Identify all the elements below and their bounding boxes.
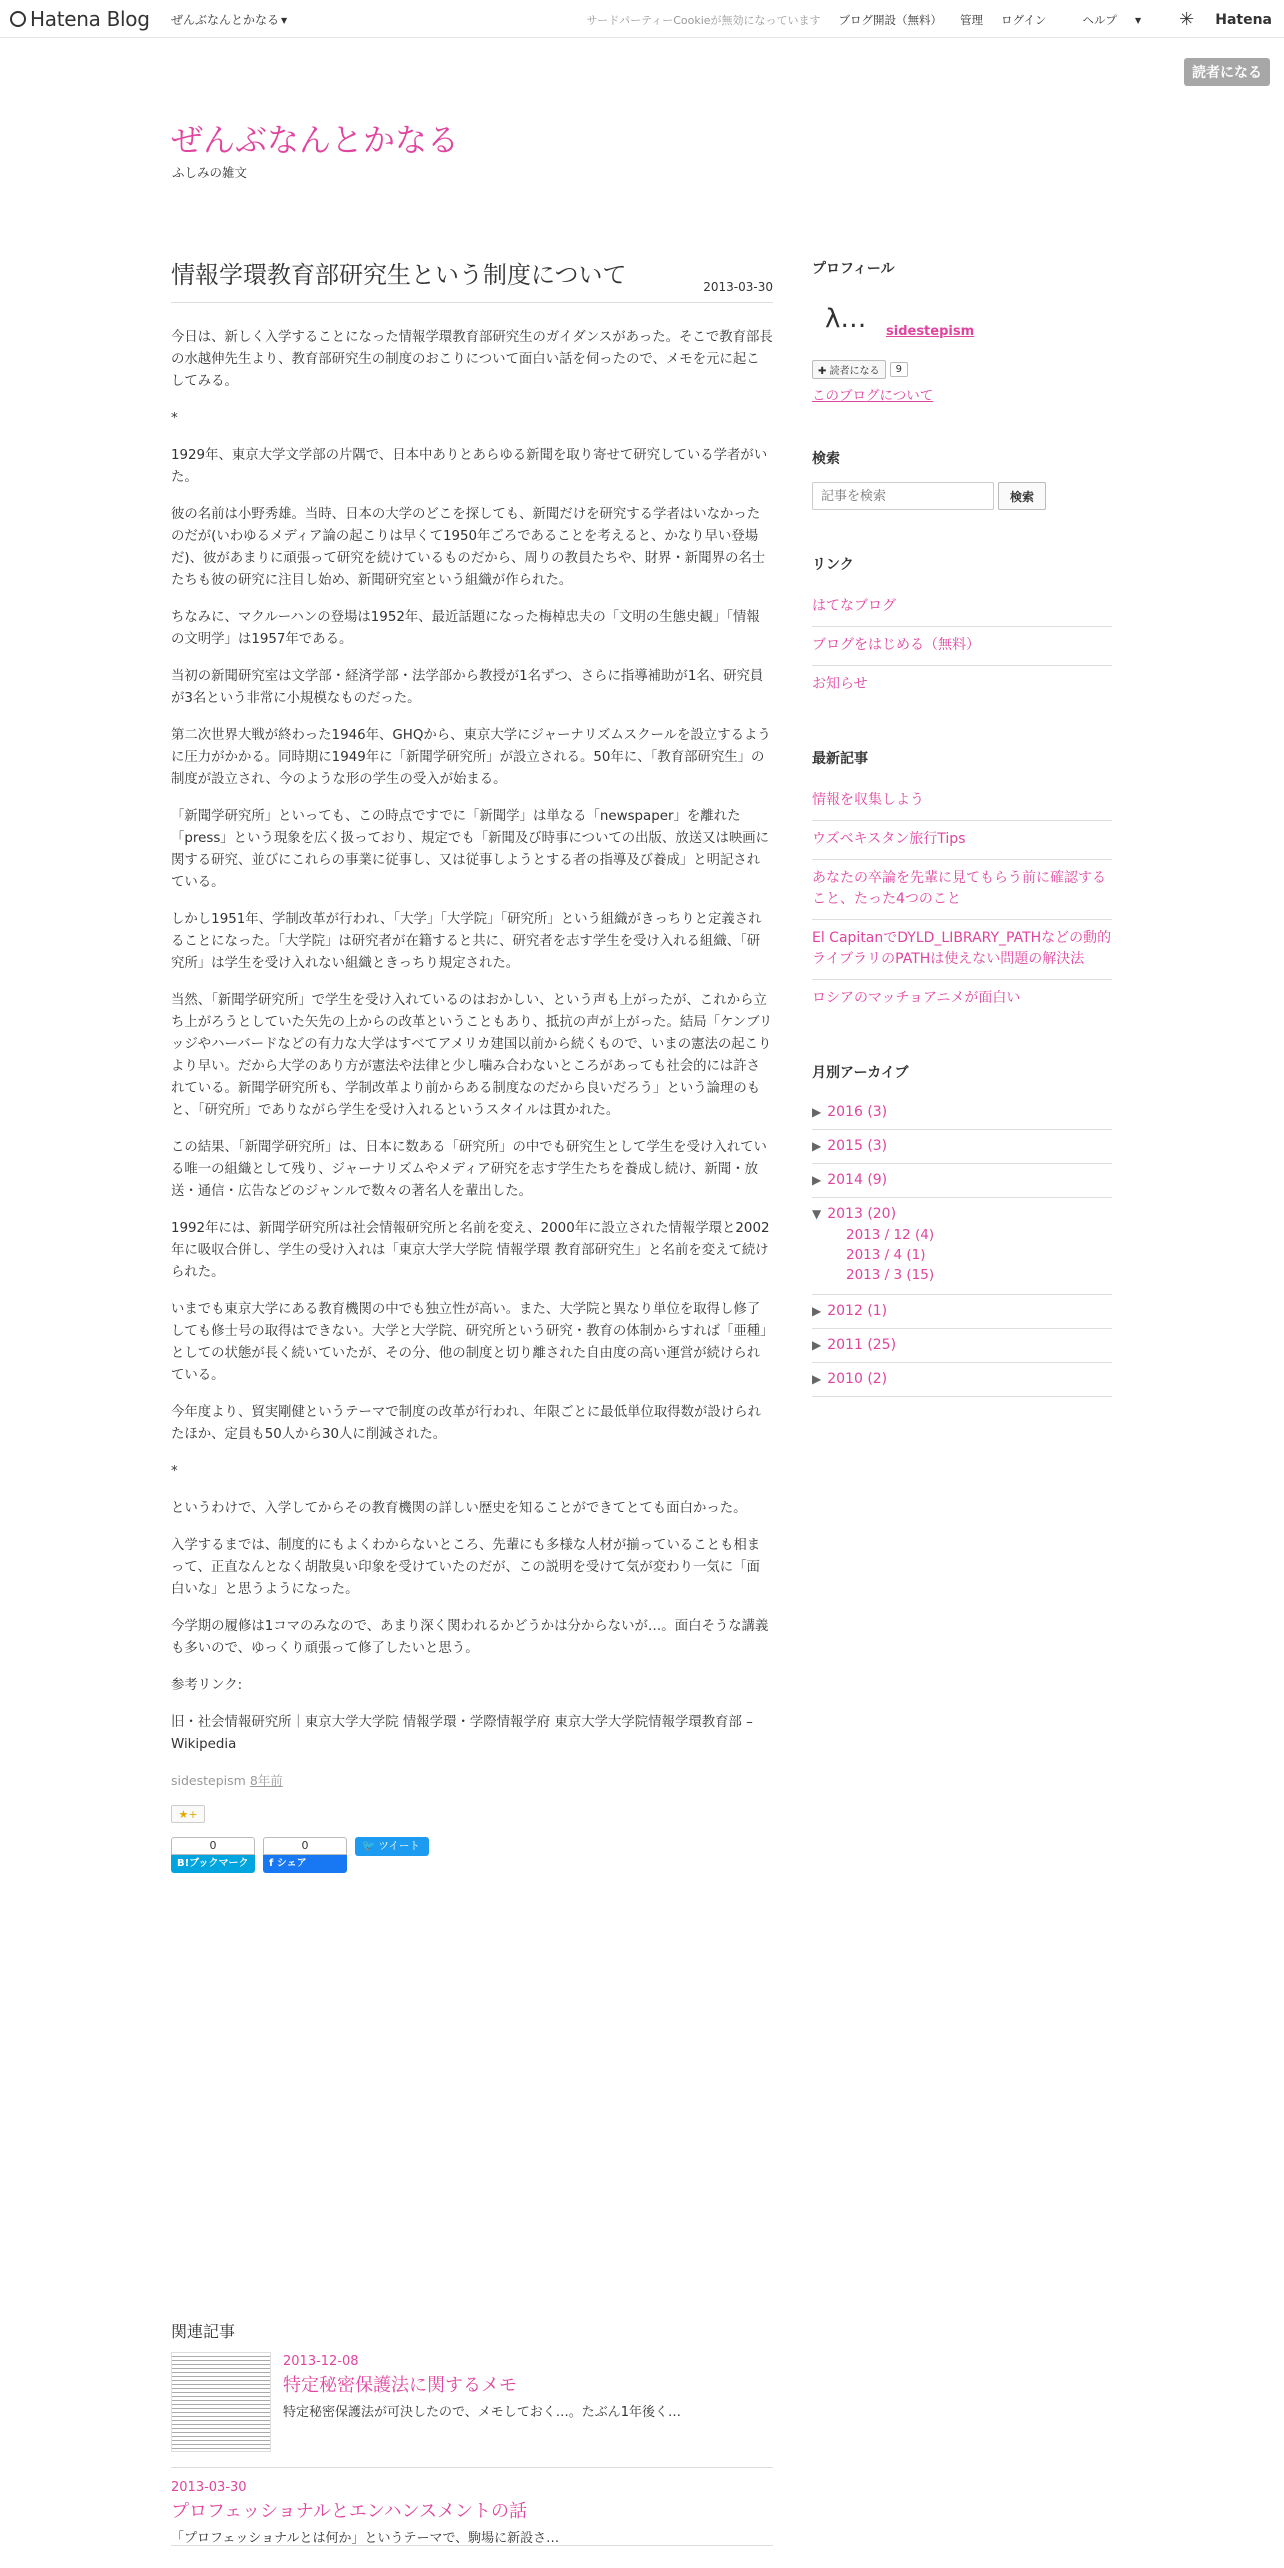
global-header — [0, 0, 1284, 38]
links-module — [812, 554, 1112, 704]
header-right — [586, 11, 1272, 29]
archive-year[interactable] — [812, 1363, 1112, 1397]
blog-description: ふしみの雑文 — [172, 165, 248, 180]
archive-year-label[interactable]: 2012 (1) — [827, 1303, 888, 1319]
link-item[interactable]: お知らせ — [812, 676, 868, 692]
hatena-menu[interactable] — [1161, 11, 1272, 29]
recent-item[interactable]: ロシアのマッチョアニメが面白い — [812, 990, 1021, 1006]
sidebar — [812, 258, 1112, 1441]
related-date[interactable]: 2013-03-30 — [171, 2480, 247, 2495]
facebook-button[interactable]: f シェア — [263, 1855, 347, 1873]
subscriber-count[interactable]: 9 — [890, 362, 908, 377]
bookmark-count: 0 — [171, 1837, 255, 1855]
paragraph: 「新聞学研究所」といっても、この時点ですでに「新聞学」は単なる「newspaper」を離れた「press」という現象を広く扱っており、規定でも「新聞及び時事についての出版、放送又は映画に関する研究、並びにこれらの事業に従事し、又は従事しようとする者の指導及び養成」と明記されている。 — [171, 809, 770, 890]
related-thumbnail[interactable] — [171, 2352, 271, 2452]
hatena-label: Hatena — [1215, 12, 1272, 28]
entry-date[interactable]: 2013-03-30 — [703, 280, 773, 294]
archive-year-label[interactable]: 2016 (3) — [827, 1104, 888, 1120]
facebook-share[interactable] — [263, 1837, 347, 1873]
paragraph: いまでも東京大学にある教育機関の中でも独立性が高い。また、大学院と異なり単位を取得し修了しても修士号の取得はできない。大学と大学院、研究所という研究・教育の体制からすれば「亜種」としての状態が長く続いていたが、その分、他の制度と切り離された自由度の高い運営が続けられている。 — [171, 1302, 767, 1383]
profile-heading: プロフィール — [812, 261, 895, 277]
tweet-button[interactable] — [355, 1837, 429, 1856]
collapse-arrow-icon[interactable]: ▼ — [812, 1207, 822, 1221]
paragraph: 1992年には、新聞学研究所は社会情報研究所と名前を変え、2000年に設立された情報学環と2002年に吸収合併し、学生の受け入れは「東京大学大学院 情報学環 教育部研究生」と名前を変えて続けられた。 — [171, 1221, 770, 1280]
search-module — [812, 448, 1112, 510]
links-heading: リンク — [812, 557, 854, 573]
paragraph: というわけで、入学してからその教育機関の詳しい歴史を知ることができてとても面白かった。 — [171, 1501, 747, 1516]
add-star-button[interactable]: ★+ — [171, 1805, 205, 1823]
reference-link[interactable]: 旧・社会情報研究所｜東京大学大学院 情報学環・学際情報学府 東京大学大学院情報学環教育部 – Wikipedia — [171, 1715, 753, 1752]
separator: * — [171, 1464, 178, 1479]
paragraph: 1929年、東京大学文学部の片隅で、日本中ありとあらゆる新聞を取り寄せて研究している学者がいた。 — [171, 448, 768, 485]
paragraph: 今学期の履修は1コマのみなので、あまり深く関われるかどうかは分からないが…。面白そうな講義も多いので、ゆっくり頑張って修了したいと思う。 — [171, 1619, 769, 1656]
help-menu[interactable] — [1064, 12, 1141, 28]
caret-down-icon: ▼ — [1134, 16, 1142, 25]
paragraph: この結果、「新聞学研究所」は、日本に数ある「研究所」の中でも研究生として学生を受け入れている唯一の組織として残り、ジャーナリズムやメディア研究を志す学生たちを養成し続け、新聞・放送・通信・広告などのジャンルで数々の著名人を輩出した。 — [171, 1140, 767, 1199]
expand-arrow-icon[interactable]: ▶ — [812, 1139, 822, 1153]
paragraph: 当然、「新聞学研究所」で学生を受け入れているのはおかしい、という声も上がったが、これから立ち上がろうとしていた矢先の上からの改革ということもあり、抵抗の声が上がった。結局「ケンブリッジやハーバードなどの有力な大学はすべてアメリカ建国以前から続くもので、いまの憲法の起こりより早い。だから大学のあり方が憲法や法律と少し噛み合わないところがあっても社会的には許されている。新聞学研究所も、学制改革より前からある制度なのだから良いだろう」という論理のもと、「研究所」でありながら学生を受け入れるというスタイルは貫かれた。 — [171, 993, 773, 1118]
archive-month[interactable]: 2013 / 12 (4) — [846, 1227, 935, 1243]
help-label: ヘルプ — [1082, 13, 1117, 27]
link-list — [812, 588, 1112, 704]
recent-entries-module — [812, 748, 1112, 1018]
expand-arrow-icon[interactable]: ▶ — [812, 1338, 822, 1352]
open-blog-link[interactable]: ブログ開設（無料） — [838, 13, 943, 27]
archive-month[interactable]: 2013 / 4 (1) — [846, 1247, 926, 1263]
archive-year-expanded[interactable] — [812, 1198, 1112, 1295]
link-item[interactable]: はてなブログ — [812, 588, 1112, 627]
archive-year-label[interactable]: 2014 (9) — [827, 1172, 888, 1188]
link-item[interactable]: ブログをはじめる（無料） — [812, 627, 1112, 666]
subscribe-button[interactable]: 読者になる — [1184, 58, 1270, 86]
bookmark-button[interactable]: B!ブックマーク — [171, 1855, 255, 1873]
recent-item[interactable]: 情報を収集しよう — [812, 782, 1112, 821]
admin-link[interactable]: 管理 — [960, 13, 984, 27]
paragraph: ちなみに、マクルーハンの登場は1952年、最近話題になった梅棹忠夫の「文明の生態史観」「情報の文明学」は1957年である。 — [171, 610, 760, 647]
search-form — [812, 482, 1112, 510]
related-text — [283, 2354, 681, 2420]
author-link[interactable]: sidestepism — [171, 1773, 246, 1788]
hatena-bookmark-share[interactable] — [171, 1837, 255, 1873]
related-snippet: 特定秘密保護法が可決したので、メモしておく…。たぶん1年後く… — [283, 2405, 682, 2420]
recent-item[interactable]: El CapitanでDYLD_LIBRARY_PATHなどの動的ライブラリのPATHは使えない問題の解決法 — [812, 920, 1112, 980]
entry — [171, 258, 773, 1873]
paragraph: 今年度より、貿実剛健というテーマで制度の改革が行われ、年限ごとに最低単位取得数が設けられたほか、定員も50人から30人に削減された。 — [171, 1405, 761, 1442]
archive-month[interactable]: 2013 / 3 (15) — [846, 1267, 935, 1283]
profile-subscribe-button[interactable]: ✚ 読者になる — [812, 360, 886, 379]
related-date[interactable]: 2013-12-08 — [283, 2354, 359, 2369]
hatena-ring-icon — [10, 11, 26, 27]
related-title[interactable]: 特定秘密保護法に関するメモ — [283, 2375, 517, 2396]
entry-title[interactable]: 情報学環教育部研究生という制度について — [171, 261, 627, 289]
search-heading: 検索 — [812, 451, 840, 467]
related-snippet: 「プロフェッショナルとは何か」というテーマで、駒場に新設さ… — [171, 2531, 560, 2546]
blog-title[interactable]: ぜんぶなんとかなる — [171, 121, 460, 159]
related-title[interactable]: プロフェッショナルとエンハンスメントの話 — [171, 2501, 528, 2522]
archive-year-label[interactable]: 2013 (20) — [827, 1206, 897, 1222]
profile-subscribe-label: 読者になる — [829, 366, 880, 377]
archive-year[interactable] — [812, 1164, 1112, 1198]
separator: * — [171, 411, 178, 426]
archive-year-label[interactable]: 2011 (25) — [827, 1337, 897, 1353]
profile-module — [812, 258, 1112, 404]
recent-heading: 最新記事 — [812, 751, 868, 767]
avatar[interactable]: λ… — [825, 304, 867, 334]
paragraph: 当初の新聞研究室は文学部・経済学部・法学部から教授が1名ずつ、さらに指導補助が1名、研究員が3名という非常に小規模なものだった。 — [171, 669, 764, 706]
archive-year[interactable] — [812, 1295, 1112, 1329]
archive-year[interactable] — [812, 1096, 1112, 1130]
related-item[interactable] — [171, 2468, 773, 2546]
caret-down-icon: ▼ — [281, 16, 288, 25]
profile-box — [812, 292, 1112, 350]
expand-arrow-icon[interactable]: ▶ — [812, 1105, 822, 1119]
paragraph: しかし1951年、学制改革が行われ、「大学」「大学院」「研究所」という組織がきっちりと定義されることになった。「大学院」は研究者が在籍すると共に、研究者を志す学生を受け入れる組織、「研究所」は学生を受け入れない組織ときっちり規定された。 — [171, 912, 762, 971]
recent-list — [812, 782, 1112, 1018]
recent-item[interactable]: あなたの卒論を先輩に見てもらう前に確認すること、たった4つのこと — [812, 860, 1112, 920]
related-entries — [171, 2319, 773, 2546]
share-buttons — [171, 1837, 773, 1873]
paragraph: 入学するまでは、制度的にもよくわからないところ、先輩にも多様な人材が揃っていることも相まって、正直なんとなく胡散臭い印象を受けていたのだが、この説明を受けて気が変わり一気に「面白いな」と思うようになった。 — [171, 1538, 761, 1597]
expand-arrow-icon[interactable]: ▶ — [812, 1372, 822, 1386]
archive-year[interactable] — [812, 1329, 1112, 1363]
paragraph: 今日は、新しく入学することになった情報学環教育部研究生のガイダンスがあった。そこで教育部長の水越伸先生より、教育部研究生の制度のおこりについて面白い話を伺ったので、メモを元に起こしてみる。 — [171, 330, 773, 389]
recent-item[interactable]: ウズベキスタン旅行Tips — [812, 821, 1112, 860]
blog-menu[interactable] — [171, 11, 287, 28]
archive-year-label[interactable]: 2015 (3) — [827, 1138, 888, 1154]
profile-name[interactable]: sidestepism — [886, 324, 975, 339]
paragraph: 第二次世界大戦が終わった1946年、GHQから、東京大学にジャーナリズムスクールを設立するように圧力がかかる。同時期に1949年に「新聞学研究所」が設立される。50年に、「教育部研究生」の制度が設立され、今のような形の学生の受入が始まる。 — [171, 728, 771, 787]
archive-heading: 月別アーカイブ — [812, 1065, 909, 1081]
login-link[interactable]: ログイン — [1001, 13, 1047, 27]
archive-module — [812, 1062, 1112, 1397]
profile-subscribe — [812, 360, 1112, 379]
search-button[interactable]: 検索 — [998, 482, 1046, 510]
paragraph: 参考リンク: — [171, 1678, 243, 1693]
twitter-bird-icon: 🐦 — [362, 1840, 376, 1852]
hatena-asterisk-icon: ✳ — [1179, 9, 1195, 30]
logo-text: Hatena Blog — [30, 7, 150, 31]
blog-menu-label: ぜんぶなんとかなる — [171, 13, 280, 27]
entry-footer — [171, 1771, 773, 1789]
about-blog-link[interactable]: このブログについて — [812, 388, 934, 404]
archive-year[interactable] — [812, 1130, 1112, 1164]
archive-year-label[interactable]: 2010 (2) — [827, 1371, 888, 1387]
expand-arrow-icon[interactable]: ▶ — [812, 1304, 822, 1318]
tweet-label: ツイート — [378, 1840, 420, 1852]
search-input[interactable] — [812, 482, 994, 510]
entry-header — [171, 258, 773, 303]
related-item[interactable] — [171, 2350, 773, 2468]
entry-content — [171, 327, 773, 1756]
entry-permalink[interactable]: 8年前 — [249, 1773, 283, 1788]
related-heading: 関連記事 — [171, 2322, 236, 2341]
paragraph: 彼の名前は小野秀雄。当時、日本の大学のどこを探しても、新聞だけを研究する学者はいなかったのだが(いわゆるメディア論の起こりは早くて1950年ごろであることを考えると、かなり早い登場だ)、彼があまりに頑張って研究を続けているものだから、周りの教員たちや、財界・新聞界の名士たちも彼の研究に注目し始め、新聞研究室という組織が作られた。 — [171, 507, 766, 588]
expand-arrow-icon[interactable]: ▶ — [812, 1173, 822, 1187]
hatena-blog-logo[interactable] — [10, 7, 150, 31]
cookie-notice: サードパーティーCookieが無効になっています — [586, 14, 821, 27]
facebook-count: 0 — [263, 1837, 347, 1855]
